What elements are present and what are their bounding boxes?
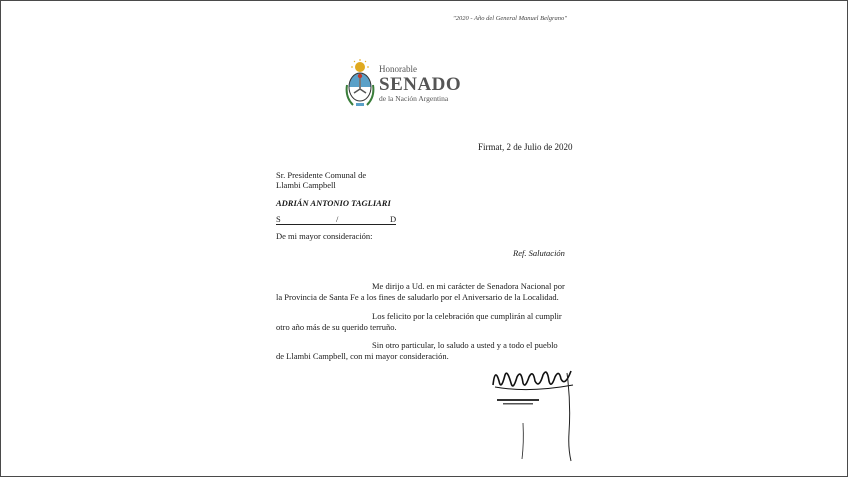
header-motto: "2020 - Año del General Manuel Belgrano": [453, 15, 568, 22]
recipient-name: ADRIÁN ANTONIO TAGLIARI: [276, 198, 391, 208]
sd-slash: /: [336, 214, 390, 225]
paragraph-3-line-1: Sin otro particular, lo saludo a usted y a todo el pueblo: [372, 340, 558, 350]
logo-senado: SENADO: [379, 74, 462, 95]
letter-date: Firmat, 2 de Julio de 2020: [478, 142, 573, 152]
paragraph-1-line-2: la Provincia de Santa Fe a los fines de saludarlo por el Aniversario de la Localidad.: [276, 292, 559, 302]
logo-nacion: de la Nación Argentina: [379, 94, 449, 103]
sd-d: D: [390, 214, 397, 224]
recipient-line-1: Sr. Presidente Comunal de: [276, 170, 367, 180]
salutation-sd: [276, 214, 396, 225]
logo-wordmark: [379, 65, 461, 103]
recipient-line-2: Llambi Campbell: [276, 180, 336, 190]
paragraph-3-line-2: de Llambi Campbell, con mi mayor consideración.: [276, 351, 449, 361]
sd-s: S: [276, 214, 336, 225]
document-page: [1, 1, 847, 476]
paragraph-2-line-1: Los felicito por la celebración que cumplirán al cumplir: [372, 311, 562, 321]
paragraph-1-line-1: Me dirijo a Ud. en mi carácter de Senadora Nacional por: [372, 281, 565, 291]
reference: Ref. Salutación: [513, 248, 565, 258]
logo-honorable: Honorable: [379, 64, 417, 74]
argentina-crest-icon: [345, 59, 375, 109]
paragraph-2-line-2: otro año más de su querido terruño.: [276, 322, 397, 332]
handwritten-signature: [489, 363, 579, 463]
greeting: De mi mayor consideración:: [276, 231, 373, 241]
senate-logo: [345, 59, 475, 109]
